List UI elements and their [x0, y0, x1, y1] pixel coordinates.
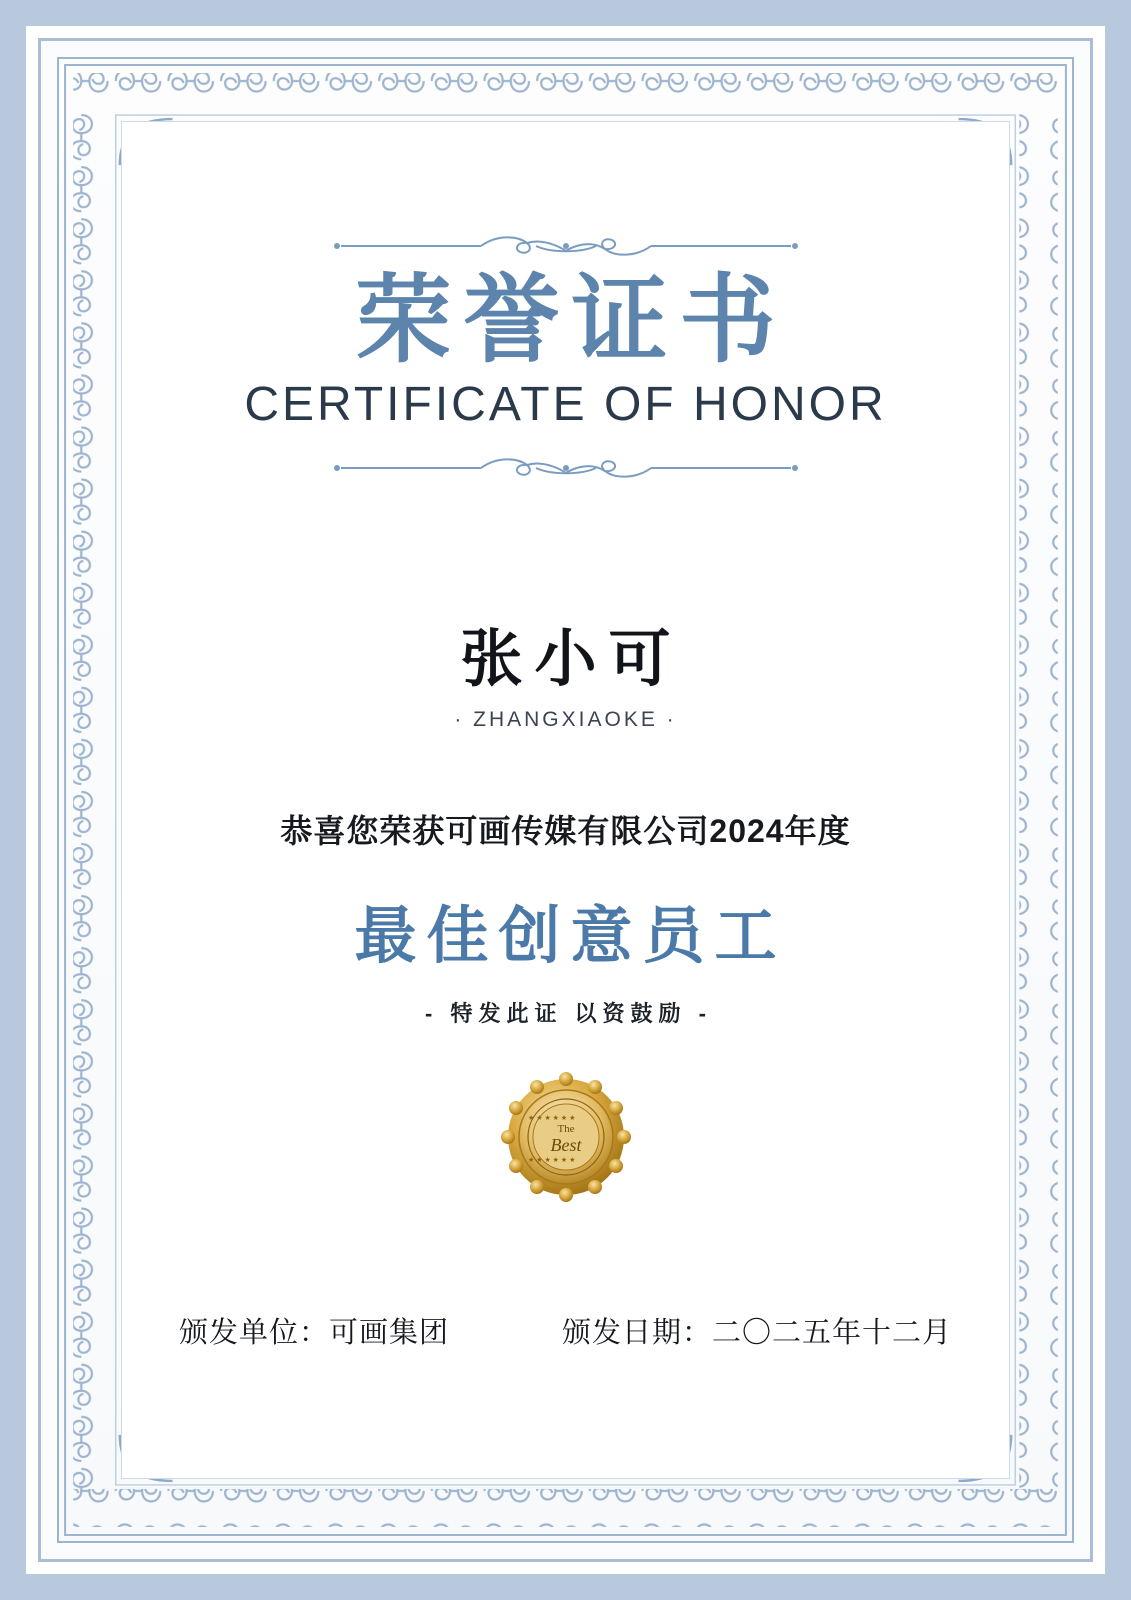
issuer-block: [179, 1310, 449, 1351]
seal-top-text: The: [556, 1123, 575, 1136]
congratulation-text: 恭喜您荣获可画传媒有限公司2024年度: [280, 813, 851, 850]
flourish-divider-bottom-icon: [331, 455, 801, 481]
svg-text:★ ★ ★ ★ ★ ★: ★ ★ ★ ★ ★ ★: [527, 1157, 575, 1165]
issue-date-label: 颁发日期：: [561, 1317, 712, 1349]
award-subnote: - 特发此证 以资鼓励 -: [425, 1001, 712, 1027]
seal-icon: [501, 1072, 631, 1202]
issuer-label: 颁发单位：: [179, 1317, 330, 1349]
certificate-white-frame: [26, 26, 1105, 1574]
gold-seal-badge: [501, 1072, 631, 1202]
flourish-divider-top-icon: [331, 233, 801, 259]
recipient-pinyin: · ZHANGXIAOKE ·: [454, 708, 677, 732]
certificate-ornamental-border: [57, 57, 1074, 1543]
issue-date-block: [562, 1310, 952, 1351]
issue-date-value: 二〇二五年十二月: [711, 1317, 952, 1349]
issuer-value: 可画集团: [329, 1317, 450, 1349]
certificate-footer: [179, 1310, 952, 1351]
seal-main-text: Best: [550, 1135, 581, 1156]
recipient-name: 张小可: [460, 625, 683, 695]
certificate-title-cn: 荣誉证书: [355, 267, 788, 374]
award-title: 最佳创意员工: [354, 903, 787, 972]
svg-text:★ ★ ★ ★ ★ ★: ★ ★ ★ ★ ★ ★: [527, 1115, 575, 1123]
certificate-title-en: CERTIFICATE OF HONOR: [244, 377, 887, 431]
certificate-outline-frame: [38, 38, 1093, 1562]
